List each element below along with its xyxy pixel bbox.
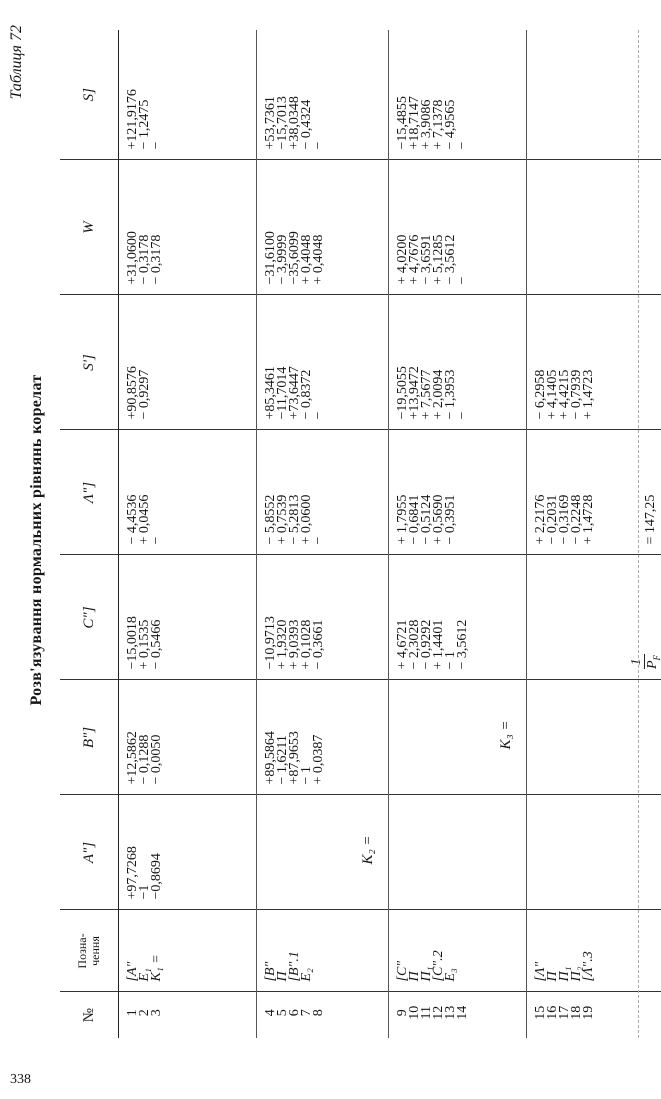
cell-value: 10 xyxy=(407,1005,422,1020)
cell-symbol xyxy=(257,910,389,992)
cell-value: − 0,5124 xyxy=(419,494,434,545)
cell-value: − 5,8552 xyxy=(263,494,278,545)
cell-value: − 3,5612 xyxy=(455,619,470,670)
cell-value: − 4,9565 xyxy=(443,99,458,150)
cell-value: + 4,1405 xyxy=(545,369,560,420)
cell-value: + 2,0094 xyxy=(431,369,446,420)
cell-c xyxy=(257,555,389,680)
cell-value: − 0,3951 xyxy=(443,494,458,545)
cell-value: +31,0600 xyxy=(125,231,140,285)
cell-value: − 0,7939 xyxy=(569,369,584,420)
cell-value: − 0,9292 xyxy=(419,619,434,670)
cell-value: [C".2 xyxy=(431,950,446,982)
cell-value: +12,5862 xyxy=(125,731,140,785)
cell-value: − 5,2813 xyxy=(287,494,302,545)
cell-value: − 0,3661 xyxy=(311,619,326,670)
cell-no xyxy=(257,992,389,1038)
cell-value: + 4,4215 xyxy=(557,369,572,420)
cell-value: + 0,0600 xyxy=(299,494,314,545)
cell-b xyxy=(257,680,389,795)
fraction-numerator: 1 xyxy=(629,655,645,670)
cell-value: −11,7014 xyxy=(275,366,290,420)
fraction-subscript: F xyxy=(651,654,661,661)
cell-value: 4 xyxy=(263,1009,278,1017)
correlate-table xyxy=(60,30,661,1038)
cell-value: 16 xyxy=(545,1005,560,1020)
cell-a xyxy=(527,795,661,910)
cell-value: + 7,5677 xyxy=(419,369,434,420)
cell-value: − 0,4324 xyxy=(299,99,314,150)
reciprocal-weight-value: = 147,25 xyxy=(643,494,658,545)
cell-value: +85,3461 xyxy=(263,366,278,420)
header-no: № xyxy=(60,992,119,1038)
cell-value: − 0,6841 xyxy=(407,494,422,545)
cell-value: [C" xyxy=(395,960,410,982)
cell-value: + 0,5690 xyxy=(431,494,446,545)
cell-no xyxy=(119,992,257,1038)
cell-c xyxy=(527,555,661,680)
cell-value: 8 xyxy=(311,1009,326,1017)
header-c: C"] xyxy=(60,555,119,680)
cell-value: + 7,1378 xyxy=(431,99,446,150)
cell-s xyxy=(257,295,389,430)
cell-value: − xyxy=(311,141,326,150)
cell-value: + 1,4401 xyxy=(431,619,446,670)
header-s-prime: S'] xyxy=(60,295,119,430)
header-symbol-line: Позна- xyxy=(75,933,89,969)
cell-value: E₁ xyxy=(137,968,152,982)
cell-value: + 1,4723 xyxy=(581,369,596,420)
cell-value: −31,6100 xyxy=(263,231,278,285)
cell-value: 19 xyxy=(581,1005,596,1020)
cell-value: − 3,9999 xyxy=(275,234,290,285)
cell-s2 xyxy=(527,30,661,160)
cell-value: [B".1 xyxy=(287,951,302,982)
cell-value: 13 xyxy=(443,1005,458,1020)
cell-value: + 3,9086 xyxy=(419,99,434,150)
cell-value: − 0,3169 xyxy=(557,494,572,545)
table-block xyxy=(257,30,389,1038)
cell-value: − xyxy=(149,141,164,150)
bottom-rule xyxy=(638,30,639,1038)
cell-value: − 0,0050 xyxy=(149,734,164,785)
cell-value: −1 xyxy=(137,884,152,900)
cell-s xyxy=(119,295,257,430)
cell-value: 17 xyxy=(557,1005,572,1020)
cell-value: +73,6447 xyxy=(287,366,302,420)
fraction-denominator: $P_F$ xyxy=(644,654,661,670)
cell-value: П xyxy=(275,971,290,982)
cell-w xyxy=(527,160,661,295)
cell-value: +90,8576 xyxy=(125,366,140,420)
header-row xyxy=(60,30,119,1038)
cell-s2 xyxy=(119,30,257,160)
cell-value: − xyxy=(455,411,470,420)
rotated-page xyxy=(8,20,661,1060)
cell-value: 2 xyxy=(137,1009,152,1017)
cell-value: − 1 xyxy=(299,766,314,785)
header-lambda: Λ"] xyxy=(60,430,119,555)
cell-s2 xyxy=(257,30,389,160)
cell-value: − xyxy=(311,536,326,545)
header-s: S] xyxy=(60,30,119,160)
cell-value: + 4,6721 xyxy=(395,619,410,670)
cell-value: K₁ = xyxy=(149,954,164,982)
cell-value: +121,9176 xyxy=(125,89,140,150)
cell-value: 7 xyxy=(299,1009,314,1017)
table-block xyxy=(119,30,257,1038)
cell-value: 1 xyxy=(125,1009,140,1017)
cell-no xyxy=(389,992,527,1038)
cell-value: − 3,5612 xyxy=(443,234,458,285)
cell-value: −15,7013 xyxy=(275,96,290,150)
cell-value: − 0,3178 xyxy=(149,234,164,285)
cell-symbol xyxy=(527,910,661,992)
header-symbol-line: чення xyxy=(88,936,102,966)
cell-w xyxy=(389,160,527,295)
cell-symbol xyxy=(119,910,257,992)
cell-value: + 0,1028 xyxy=(299,619,314,670)
cell-value: + 5,1285 xyxy=(431,234,446,285)
cell-value: 15 xyxy=(533,1005,548,1020)
header-a: A"] xyxy=(60,795,119,910)
cell-value: − xyxy=(455,276,470,285)
cell-value: П xyxy=(407,971,422,982)
cell-lambda xyxy=(389,430,527,555)
cell-s2 xyxy=(389,30,527,160)
cell-value: +89,5864 xyxy=(263,731,278,785)
cell-value: + 0,1535 xyxy=(137,619,152,670)
cell-symbol xyxy=(389,910,527,992)
cell-value: − 1,6211 xyxy=(275,735,290,785)
cell-value: + 4,0200 xyxy=(395,234,410,285)
cell-value: + 4,7676 xyxy=(407,234,422,285)
cell-value: П₁ xyxy=(419,966,434,982)
cell-value: − 0,8372 xyxy=(299,369,314,420)
cell-value: − 1,2475 xyxy=(137,99,152,150)
cell-value: +18,7147 xyxy=(407,96,422,150)
cell-value: 3 xyxy=(149,1009,164,1017)
table-title: Розв'язування нормальних рівнянь корелат xyxy=(28,374,45,706)
cell-value: + 2,2176 xyxy=(533,494,548,545)
cell-value: + 0,7539 xyxy=(275,494,290,545)
cell-lambda xyxy=(527,430,661,555)
cell-value: 11 xyxy=(419,1006,434,1020)
cell-value: + 0,4048 xyxy=(299,234,314,285)
cell-value: − 0,9297 xyxy=(137,369,152,420)
cell-value: П₂ xyxy=(569,966,584,982)
cell-value: П₁ xyxy=(557,966,572,982)
table-block xyxy=(389,30,527,1038)
cell-value: + 0,4048 xyxy=(311,234,326,285)
cell-value: −15,4855 xyxy=(395,96,410,150)
cell-value: +97,7268 xyxy=(125,846,140,900)
cell-value: + 9,0393 xyxy=(287,619,302,670)
header-symbol xyxy=(60,910,119,992)
cell-s xyxy=(527,295,661,430)
cell-s xyxy=(389,295,527,430)
cell-value: − 1 xyxy=(443,651,458,670)
cell-value: −0,8694 xyxy=(149,853,164,900)
cell-value: − 0,1288 xyxy=(137,734,152,785)
cell-b xyxy=(119,680,257,795)
cell-value: − 0,2031 xyxy=(545,494,560,545)
header-b: B"] xyxy=(60,680,119,795)
cell-value: +87,9653 xyxy=(287,731,302,785)
cell-value: +13,9472 xyxy=(407,366,422,420)
cell-value: − 2,3028 xyxy=(407,619,422,670)
cell-value: 18 xyxy=(569,1005,584,1020)
cell-a xyxy=(257,795,389,910)
cell-value: − 6,2958 xyxy=(533,369,548,420)
cell-value: − 3,6591 xyxy=(419,234,434,285)
cell-value: − 4,4536 xyxy=(125,494,140,545)
cell-value: − 0,5466 xyxy=(149,619,164,670)
fraction xyxy=(629,655,661,670)
cell-value: [A" xyxy=(125,961,140,982)
cell-value: +38,0348 xyxy=(287,96,302,150)
cell-value: 12 xyxy=(431,1005,446,1020)
cell-value: + 1,9320 xyxy=(275,619,290,670)
cell-value: − 0,3178 xyxy=(137,234,152,285)
cell-value: + 1,4728 xyxy=(581,494,596,545)
k3-label: K₃ = xyxy=(498,720,514,750)
k2-label: K₂ = xyxy=(360,835,376,865)
cell-value: [Λ" xyxy=(533,961,548,982)
cell-value: [B" xyxy=(263,961,278,982)
cell-value: − xyxy=(311,411,326,420)
cell-value: + 1,7955 xyxy=(395,494,410,545)
cell-a xyxy=(119,795,257,910)
cell-value: − 0,2248 xyxy=(569,494,584,545)
cell-lambda xyxy=(257,430,389,555)
cell-value: − xyxy=(149,536,164,545)
table-label: Таблиця 72 xyxy=(8,25,25,100)
cell-b xyxy=(527,680,661,795)
cell-w xyxy=(257,160,389,295)
cell-value: 6 xyxy=(287,1009,302,1017)
cell-value: 5 xyxy=(275,1009,290,1017)
cell-b xyxy=(389,680,527,795)
cell-c xyxy=(389,555,527,680)
cell-value: + 0,0456 xyxy=(137,494,152,545)
cell-w xyxy=(119,160,257,295)
cell-value: − 1,3953 xyxy=(443,369,458,420)
cell-value: 9 xyxy=(395,1009,410,1017)
cell-value: 14 xyxy=(455,1005,470,1020)
cell-value: [Λ".3 xyxy=(581,951,596,982)
cell-value: − xyxy=(455,141,470,150)
header-w: W xyxy=(60,160,119,295)
cell-lambda xyxy=(119,430,257,555)
cell-value: −15,0018 xyxy=(125,616,140,670)
reciprocal-weight xyxy=(629,561,661,670)
cell-value: +53,7361 xyxy=(263,96,278,150)
cell-value: П xyxy=(545,971,560,982)
page-number: 338 xyxy=(10,1072,31,1087)
cell-value: E₃ xyxy=(443,968,458,982)
cell-value: E₂ xyxy=(299,968,314,982)
cell-value: −19,5055 xyxy=(395,366,410,420)
cell-value: −35,6099 xyxy=(287,231,302,285)
table-block xyxy=(527,30,661,1038)
cell-c xyxy=(119,555,257,680)
cell-value: −10,9713 xyxy=(263,616,278,670)
cell-a xyxy=(389,795,527,910)
cell-no xyxy=(527,992,661,1038)
cell-value: + 0,0387 xyxy=(311,734,326,785)
